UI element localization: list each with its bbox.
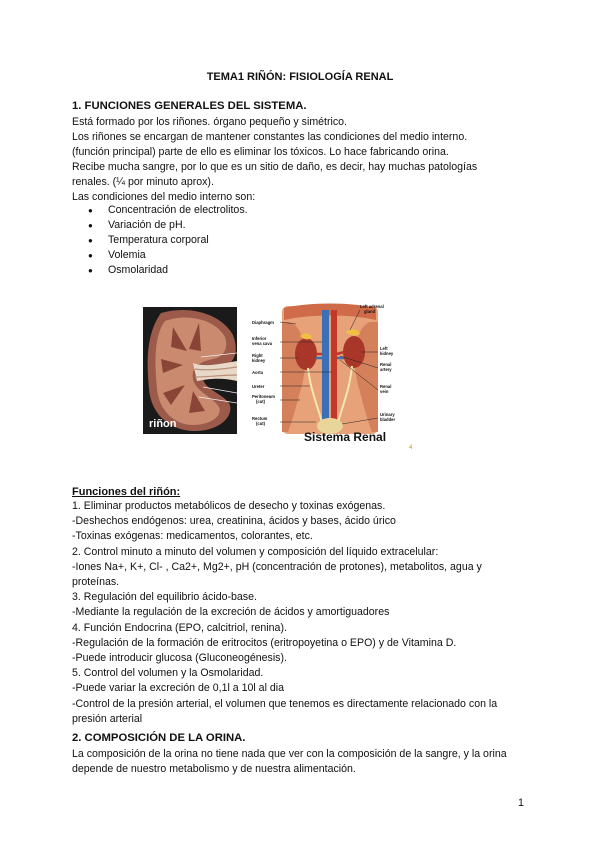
paragraph-line: Los riñones se encargan de mantener constantes las condiciones del medio interno. <box>72 131 468 143</box>
label-inferior: Inferior <box>252 336 267 341</box>
paragraph-line: (función principal) parte de ello es eliminar los tóxicos. Lo hace fabricando orina. <box>72 146 449 158</box>
image-source-mark: 4 <box>409 445 413 451</box>
function-line: -Iones Na+, K+, Cl- , Ca2+, Mg2+, pH (concentración de protones), metabolitos, agua y <box>72 560 482 573</box>
list-item: ● Variación de pH. <box>88 218 248 233</box>
section1-heading: 1. FUNCIONES GENERALES DEL SISTEMA. <box>72 100 307 112</box>
function-line: 3. Regulación del equilibrio ácido-base. <box>72 591 257 604</box>
paragraph-line: Las condiciones del medio interno son: <box>72 191 256 203</box>
list-item: ● Volemia <box>88 248 248 263</box>
list-item: ● Concentración de electrolitos. <box>88 203 248 218</box>
paragraph-line: Está formado por los riñones. órgano pequeño y simétrico. <box>72 116 347 128</box>
label-vena-cava: vena cava <box>252 341 273 346</box>
label-renal-artery: Renal <box>380 362 392 367</box>
label-ureter: Ureter <box>252 384 265 389</box>
section1-paragraph <box>72 115 532 205</box>
label-artery: artery <box>380 367 392 372</box>
label-kidney: kidney <box>252 358 266 363</box>
label-vein: vein <box>380 389 389 394</box>
list-item: ● Temperatura corporal <box>88 233 248 248</box>
paragraph-line: La composición de la orina no tiene nada que ver con la composición de la sangre, y la orina <box>72 748 507 760</box>
label-left: Left <box>380 346 388 351</box>
label-right: Right <box>252 353 263 358</box>
label-gland: gland <box>364 309 376 314</box>
functions-list <box>72 499 532 727</box>
paragraph-line: Recibe mucha sangre, por lo que es un sitio de daño, es decir, hay muchas patologías <box>72 161 478 173</box>
function-line: 4. Función Endocrina (EPO, calcitriol, renina). <box>72 621 287 634</box>
function-line: -Puede variar la excreción de 0,1l a 10l al dia <box>72 682 284 695</box>
functions-heading: Funciones del riñón: <box>72 486 181 498</box>
list-item: ● Osmolaridad <box>88 263 248 278</box>
kidney-image <box>143 307 237 434</box>
label-aorta: Aorta <box>252 370 263 375</box>
label-peritoneum: Peritoneum <box>252 394 276 399</box>
function-line: -Control de la presión arterial, el volumen que tenemos es directamente relacionado con la <box>72 697 498 710</box>
function-line: 1. Eliminar productos metabólicos de desecho y toxinas exógenas. <box>72 500 386 512</box>
label-left-kidney: kidney <box>380 351 394 356</box>
label-urinary: Urinary <box>380 412 395 417</box>
function-line: -Deshechos endógenos: urea, creatinina, ácidos y bases, ácido úrico <box>72 515 396 528</box>
label-diaphragm: Diaphragm <box>252 320 274 325</box>
section2-heading: 2. COMPOSICIÓN DE LA ORINA. <box>72 732 246 744</box>
function-line: -Puede introducir glucosa (Gluconeogénesis). <box>72 652 287 665</box>
label-left-adrenal: Left adrenal <box>360 304 384 309</box>
label-cut: (cut) <box>256 399 266 404</box>
label-rectum-cut: (cut) <box>256 421 266 426</box>
label-renal-vein: Renal <box>380 384 392 389</box>
function-line: -Regulación de la formación de eritrocitos (eritropoyetina o EPO) y de Vitamina D. <box>72 636 457 649</box>
label-rectum: Rectum <box>252 416 268 421</box>
section2-paragraph <box>72 747 532 777</box>
page-title: TEMA1 RIÑÓN: FISIOLOGÍA RENAL <box>206 71 394 83</box>
paragraph-line: renales. (¼ por minuto aprox). <box>72 176 214 188</box>
function-line: 2. Control minuto a minuto del volumen y composición del líquido extracelular: <box>72 545 439 558</box>
conditions-list <box>88 203 248 278</box>
kidney-label: riñon <box>149 418 177 430</box>
function-line: -Toxinas exógenas: medicamentos, colorantes, etc. <box>72 530 313 543</box>
label-bladder: bladder <box>380 417 396 422</box>
function-line: presión arterial <box>72 712 143 725</box>
function-line: -Mediante la regulación de la excreción de ácidos y amortiguadores <box>72 606 390 619</box>
paragraph-line: depende de nuestro metabolismo y de nuestra alimentación. <box>72 763 356 775</box>
renal-system-image <box>250 302 410 442</box>
page-number: 1 <box>518 797 524 809</box>
function-line: proteínas. <box>72 576 120 589</box>
renal-caption: Sistema Renal <box>304 430 387 444</box>
function-line: 5. Control del volumen y la Osmolaridad. <box>72 667 264 680</box>
